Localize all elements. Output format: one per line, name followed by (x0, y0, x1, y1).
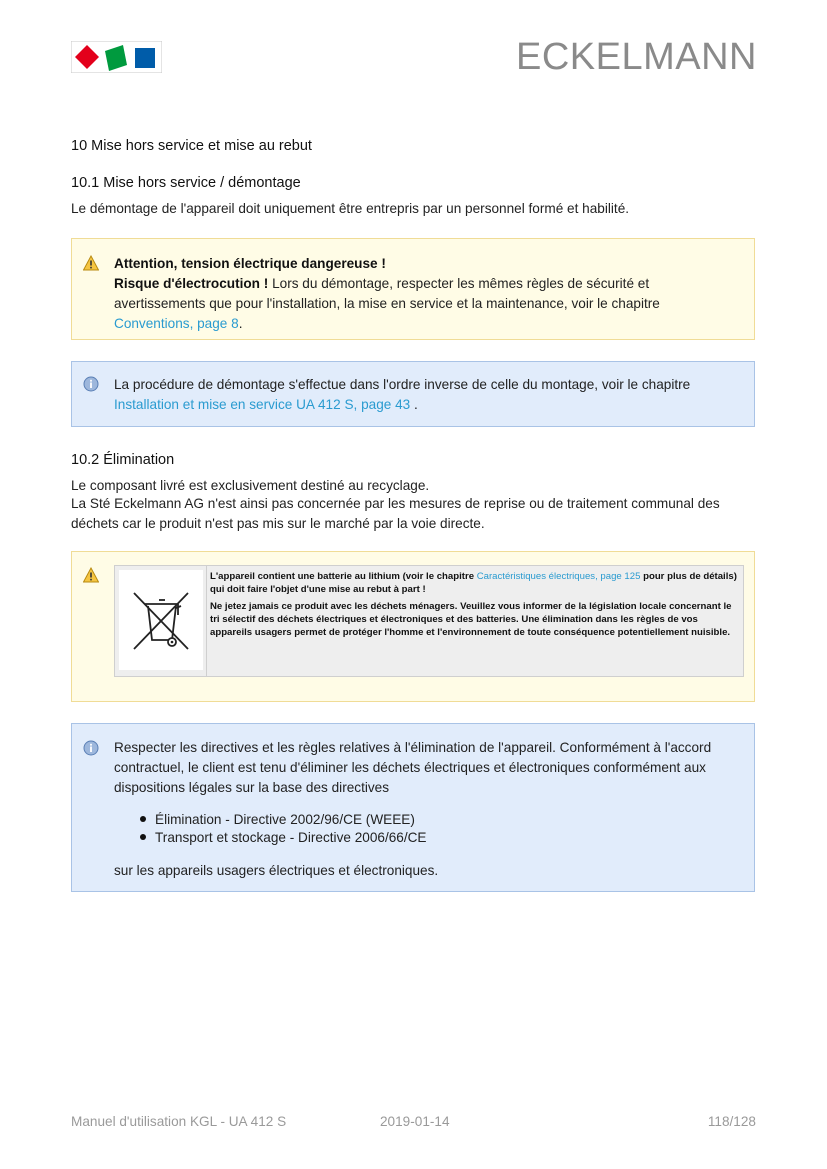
household-waste-text: Ne jetez jamais ce produit avec les déchets ménagers. Veuillez vous informer de la législation locale concernant le tri sélectif des déchets électriques et électroniques et des batteries. Une élimination dans les règles de vos appareils usagers permet de protéger l'homme et l'environnement de toute conséquence potentiellement nuisible. (210, 601, 732, 638)
footer-page-number: 118/128 (707, 1114, 756, 1129)
directives-list (114, 811, 734, 847)
list-item: Transport et stockage - Directive 2006/66/CE (114, 829, 734, 847)
info-box-directives (71, 723, 755, 892)
info-icon (83, 740, 99, 756)
warning-lead: Risque d'électrocution ! (114, 276, 269, 291)
info-text-end: . (410, 397, 418, 412)
warning-content (114, 254, 734, 334)
warning-icon (83, 255, 99, 271)
brand-name: ECKELMANN (516, 36, 757, 78)
danger-warning-box (71, 238, 755, 340)
installation-link[interactable]: Installation et mise en service UA 412 S, page 43 (114, 397, 411, 412)
battery-text-b: pour plus de détails) qui doit faire l'objet d'une mise au rebut à part ! (210, 571, 737, 595)
battery-text-a: L'appareil contient une batterie au lithium (voir le chapitre (210, 571, 477, 582)
conventions-link[interactable]: Conventions, page 8 (114, 316, 239, 331)
info-box-disassembly (71, 361, 755, 427)
info-content (114, 375, 734, 415)
warning-text-end: . (238, 316, 243, 331)
subsection-title-decommission: 10.1 Mise hors service / démontage (71, 175, 301, 191)
elimination-line1: Le composant livré est exclusivement destiné au recyclage. (71, 478, 430, 493)
warning-icon (83, 567, 99, 583)
battery-notice-text (210, 570, 737, 639)
company-logo (71, 41, 162, 73)
footer-date: 2019-01-14 (380, 1114, 450, 1129)
section-title: 10 Mise hors service et mise au rebut (71, 138, 312, 154)
list-item: Élimination - Directive 2002/96/CE (WEEE) (114, 811, 734, 829)
directives-text: Respecter les directives et les règles relatives à l'élimination de l'appareil. Conformément à l'accord contractuel, le client est tenu d'éliminer les déchets électriques et électroniques conformément aux dispositions légales sur la base des directives (114, 740, 712, 795)
info-icon (83, 376, 99, 392)
directives-closing: sur les appareils usagers électriques et électroniques. (114, 863, 439, 878)
warning-text: Lors du démontage, respecter les mêmes règles de sécurité et avertissements que pour l'installation, la mise en service et la maintenance, voir le chapitre (114, 276, 660, 311)
electrical-specs-link[interactable]: Caractéristiques électriques, page 125 (476, 571, 641, 582)
warning-title: Attention, tension électrique dangereuse ! (114, 256, 386, 271)
crossed-out-wheelie-bin-icon (131, 590, 191, 652)
battery-warning-box (71, 551, 755, 702)
info-text: La procédure de démontage s'effectue dans l'ordre inverse de celle du montage, voir le chapitre (114, 377, 691, 392)
battery-notice-table (114, 565, 744, 677)
table-divider (206, 566, 207, 676)
directives-content (114, 738, 734, 881)
footer-document-title: Manuel d'utilisation KGL - UA 412 S (71, 1114, 287, 1129)
decommission-text: Le démontage de l'appareil doit uniquement être entrepris par un personnel formé et habilité. (71, 201, 630, 216)
subsection-title-elimination: 10.2 Élimination (71, 452, 175, 468)
elimination-line2: La Sté Eckelmann AG n'est ainsi pas concernée par les mesures de reprise ou de traitement communal des déchets car le produit n'est pas mis sur le marché par la voie directe. (71, 496, 720, 531)
weee-symbol-cell (119, 570, 203, 670)
